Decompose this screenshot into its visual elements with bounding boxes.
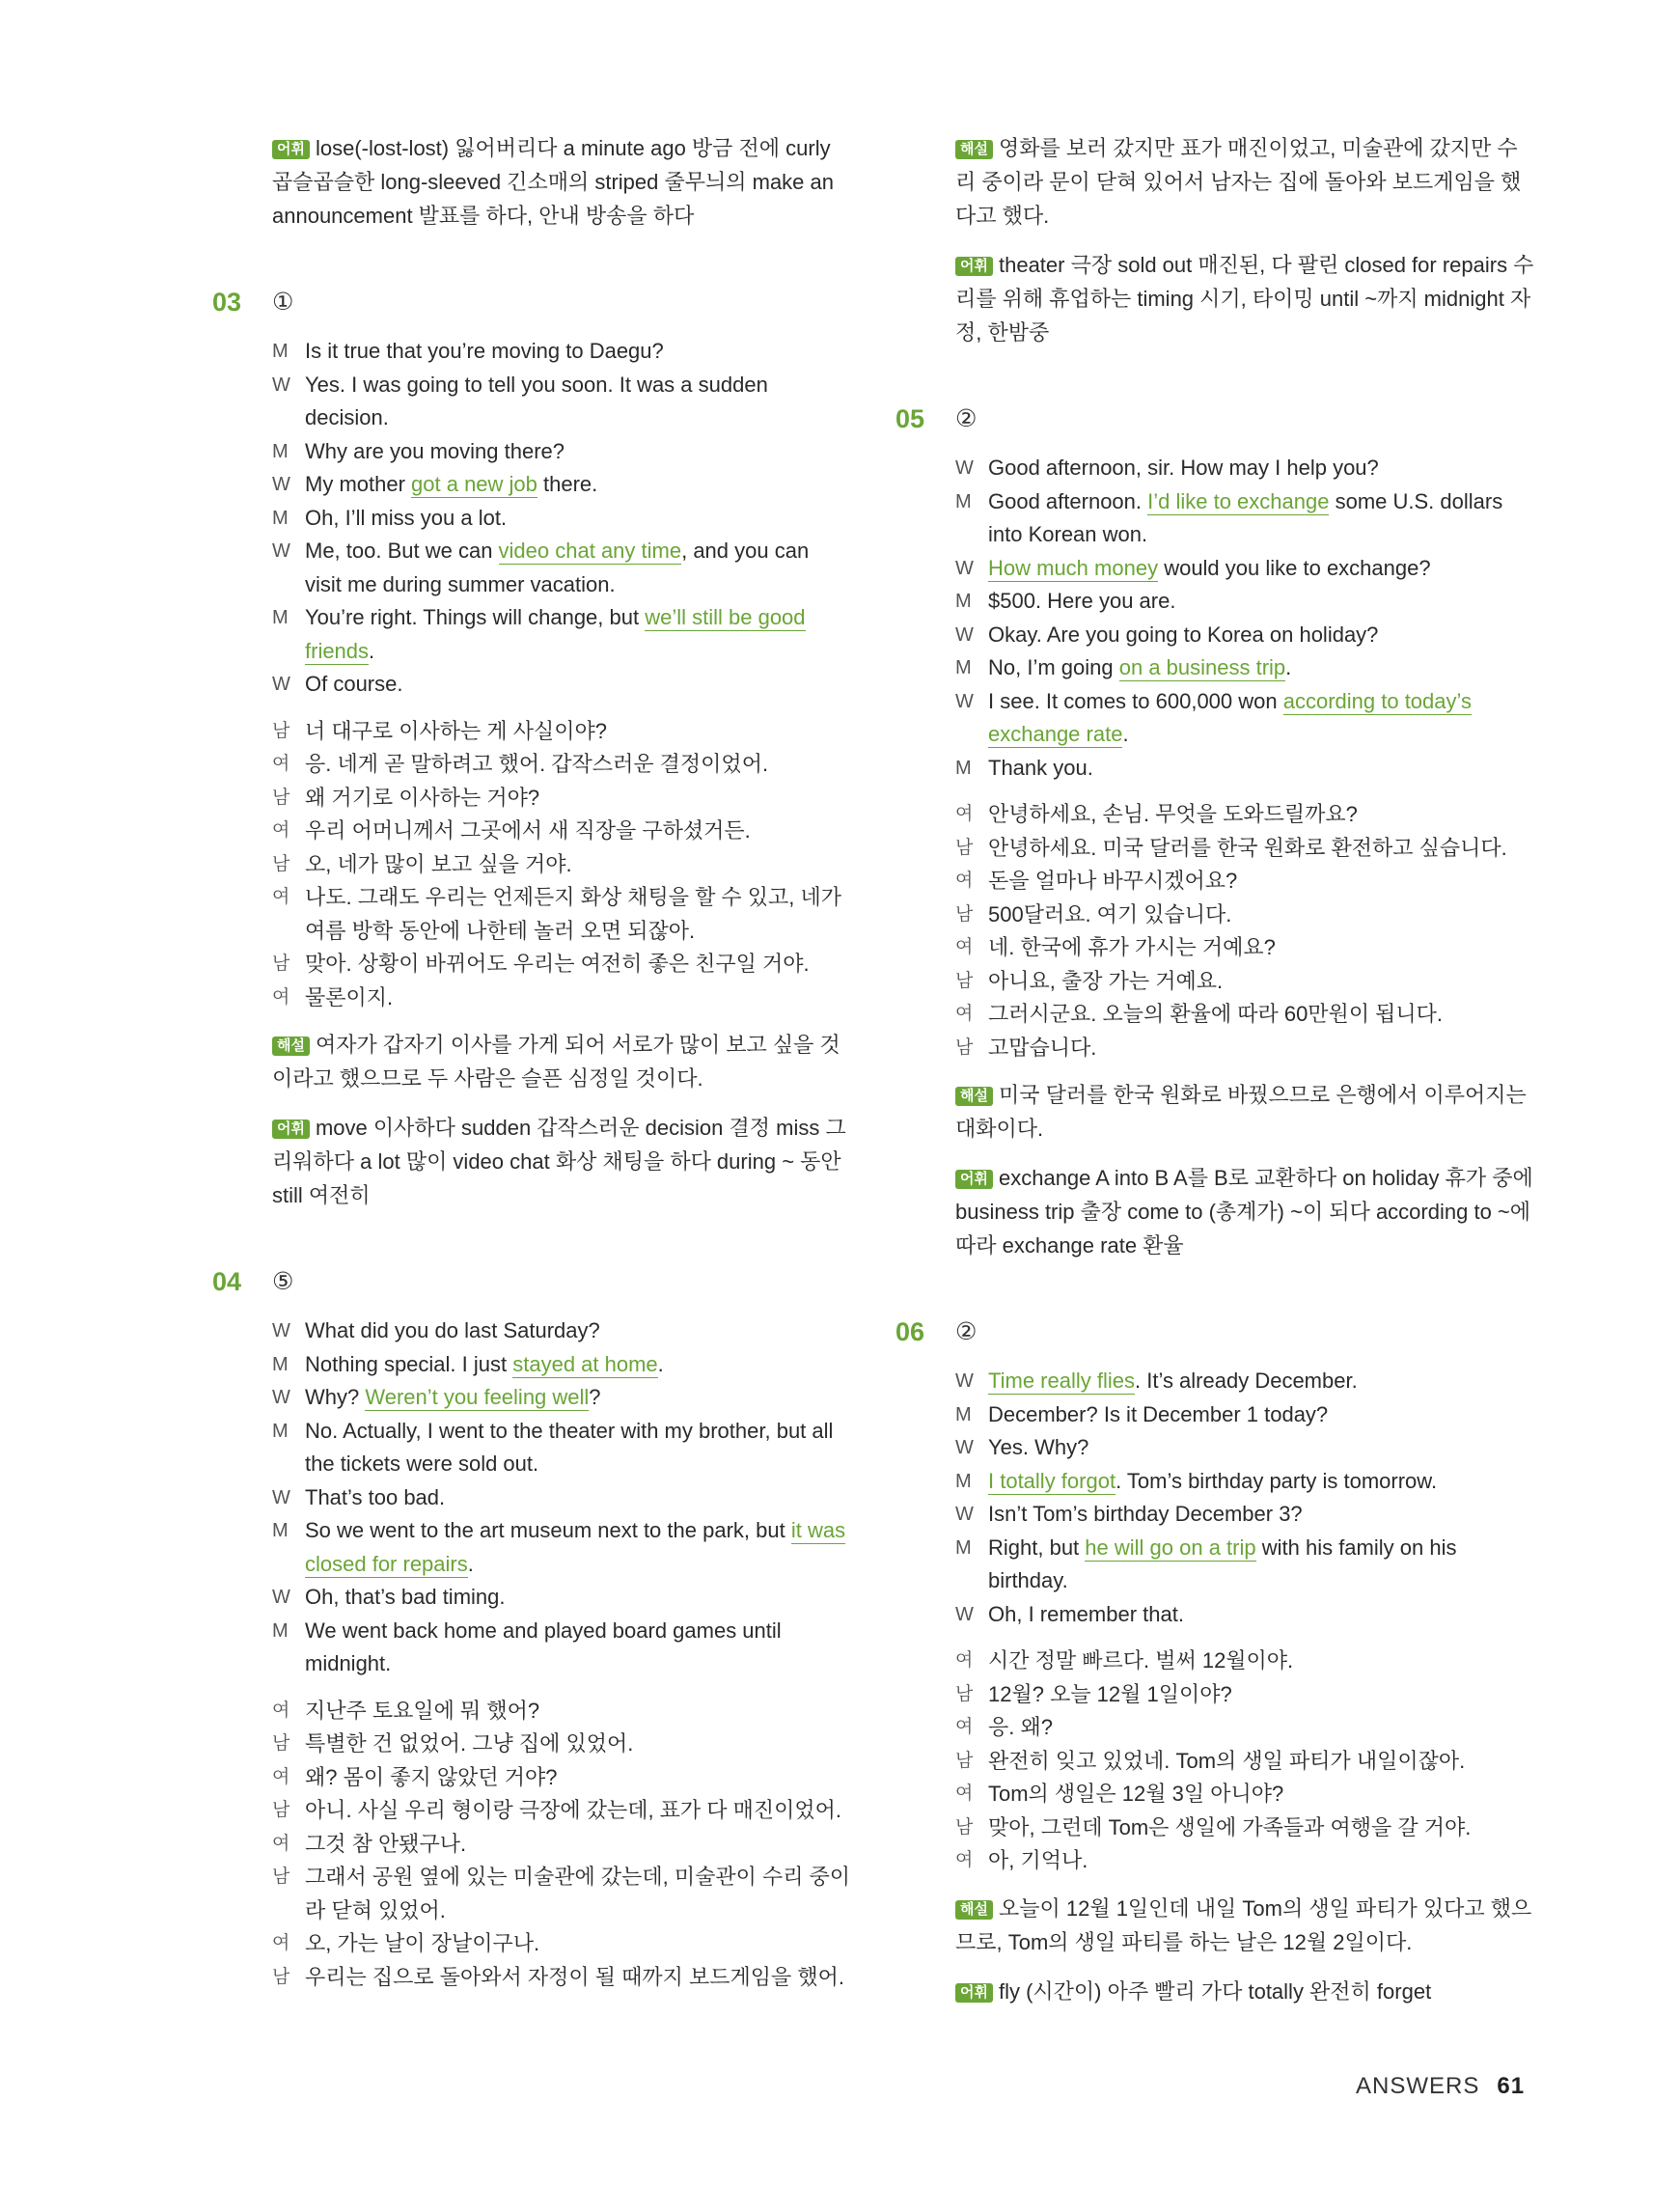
speaker-label: 남: [955, 837, 974, 858]
text-after: .: [467, 1551, 474, 1576]
line-text: [988, 552, 1534, 586]
line-text: [305, 601, 851, 668]
speaker-label: 남: [955, 1683, 974, 1704]
dialogue-line: [272, 1314, 851, 1348]
line-text: 네. 한국에 휴가 가시는 거예요?: [988, 935, 1276, 959]
text-after: ?: [589, 1385, 601, 1409]
text-before: My mother: [305, 472, 412, 496]
dialogue-line: [955, 1778, 1534, 1811]
line-text: 특별한 건 없었어. 그냥 집에 있었어.: [305, 1731, 634, 1756]
vocab-note: 어휘 move 이사하다 sudden 갑작스러운 decision 결정 miss 그리워하다 a lot 많이 video chat 화상 채팅을 하다 during ~ 동안 still 여전히: [272, 1116, 846, 1207]
dialogue-line: [272, 848, 851, 882]
line-text: 그것 참 안됐구나.: [305, 1831, 467, 1856]
speaker-label: M: [955, 1536, 972, 1559]
dialogue-ko: [955, 798, 1534, 1065]
line-text: 그러시군요. 오늘의 환율에 따라 60만원이 됩니다.: [988, 1002, 1444, 1026]
line-text: 500달러요. 여기 있습니다.: [988, 901, 1232, 926]
expl-badge: 해설: [272, 1037, 310, 1056]
line-text: We went back home and played board games until midnight.: [305, 1618, 782, 1675]
speaker-label: 남: [272, 1966, 290, 1987]
line-text: Why are you moving there?: [305, 438, 565, 463]
dialogue-line: [955, 1498, 1534, 1532]
dialogue-line: [272, 715, 851, 749]
dialogue-line: [272, 948, 851, 982]
dialogue-line: [272, 815, 851, 848]
speaker-label: 남: [272, 720, 290, 741]
line-text: 왜 거기로 이사하는 거야?: [305, 785, 540, 810]
dialogue-line: [955, 832, 1534, 866]
speaker-label: 여: [272, 1833, 290, 1854]
line-text: 나도. 그래도 우리는 언제든지 화상 채팅을 할 수 있고, 네가 여름 방학 동안에 나한테 놀러 오면 되잖아.: [305, 885, 842, 943]
explanation: 해설 영화를 보러 갔지만 표가 매진이었고, 미술관에 갔지만 수리 중이라 문이 닫혀 있어서 남자는 집에 돌아와 보드게임을 했다고 했다.: [955, 136, 1522, 228]
expl-badge: 해설: [955, 1087, 993, 1106]
dialogue-line: [955, 1431, 1534, 1465]
text-before: Good afternoon.: [988, 488, 1148, 513]
line-text: Oh, that’s bad timing.: [305, 1585, 506, 1609]
line-text: Oh, I remember that.: [988, 1601, 1184, 1626]
line-text: 맞아. 상황이 바뀌어도 우리는 여전히 좋은 친구일 거야.: [305, 952, 810, 976]
line-text: Thank you.: [988, 755, 1093, 780]
line-text: That’s too bad.: [305, 1484, 446, 1509]
expl-badge: 해설: [955, 140, 993, 159]
page-footer: [1356, 2073, 1525, 2100]
dialogue-line: [272, 435, 851, 469]
dialogue-line: [272, 468, 851, 502]
speaker-label: 여: [272, 1933, 290, 1953]
dialogue-line: [272, 1481, 851, 1515]
speaker-label: W: [272, 474, 290, 495]
blank-answer: he will go on a trip: [1085, 1535, 1256, 1560]
blank-answer: it was closed for repairs: [305, 1518, 846, 1576]
speaker-label: W: [955, 1370, 974, 1392]
line-text: 왜? 몸이 좋지 않았던 거야?: [305, 1764, 558, 1789]
line-text: Isn’t Tom’s birthday December 3?: [988, 1502, 1303, 1526]
blank-answer: How much money: [988, 555, 1159, 580]
line-text: [988, 485, 1534, 552]
explanation: 해설 여자가 갑자기 이사를 가게 되어 서로가 많이 보고 싶을 것이라고 했으므로 두 사람은 슬픈 심정일 것이다.: [272, 1033, 840, 1091]
dialogue-line: [272, 1794, 851, 1828]
speaker-label: W: [955, 557, 974, 579]
text-after: there.: [537, 472, 598, 496]
dialogue-line: [955, 965, 1534, 999]
dialogue-en: [272, 1314, 851, 1681]
line-text: 아니요, 출장 가는 거예요.: [988, 968, 1224, 993]
dialogue-line: [955, 865, 1534, 899]
line-text: 응. 왜?: [988, 1715, 1053, 1739]
text-after: . Tom’s birthday party is tomorrow.: [1115, 1468, 1438, 1493]
text-before: So we went to the art museum next to the park, but: [305, 1518, 791, 1542]
speaker-label: W: [272, 674, 290, 695]
dialogue-line: [272, 1761, 851, 1795]
blank-answer: got a new job: [411, 472, 537, 496]
dialogue-line: [955, 1598, 1534, 1632]
speaker-label: 여: [272, 986, 290, 1008]
text-before: Why?: [305, 1385, 366, 1409]
dialogue-line: [955, 752, 1534, 786]
dialogue-en: [272, 335, 851, 702]
dialogue-line: [955, 485, 1534, 552]
blank-answer: Weren’t you feeling well: [365, 1385, 590, 1409]
speaker-label: 여: [272, 887, 290, 907]
speaker-label: 여: [955, 1783, 974, 1804]
dialogue-ko: [272, 1695, 851, 1995]
section-06: [895, 1313, 1534, 2008]
dialogue-line: [272, 1728, 851, 1761]
speaker-label: 여: [955, 1850, 974, 1870]
line-text: Okay. Are you going to Korea on holiday?: [988, 622, 1379, 647]
speaker-label: M: [272, 1353, 289, 1375]
dialogue-line: [272, 982, 851, 1015]
speaker-label: 여: [955, 1717, 974, 1737]
dialogue-line: [955, 1465, 1534, 1499]
text-after: some U.S. dollars into Korean won.: [988, 488, 1503, 546]
dialogue-line: [955, 899, 1534, 932]
dialogue-line: [272, 881, 851, 948]
line-text: 시간 정말 빠르다. 벌써 12월이야.: [988, 1648, 1294, 1673]
line-text: 우리는 집으로 돌아와서 자정이 될 때까지 보드게임을 했어.: [305, 1964, 844, 1989]
text-after: .: [1122, 722, 1129, 746]
line-text: [988, 1465, 1534, 1499]
speaker-label: 남: [955, 1037, 974, 1058]
page-number: 61: [1497, 2073, 1526, 2099]
speaker-label: 여: [955, 937, 974, 957]
dialogue-ko: [272, 715, 851, 1015]
speaker-label: M: [955, 657, 972, 678]
line-text: Tom의 생일은 12월 3일 아니야?: [988, 1782, 1284, 1806]
dialogue-line: [955, 998, 1534, 1032]
dialogue-line: [955, 685, 1534, 752]
line-text: 그래서 공원 옆에 있는 미술관에 갔는데, 미술관이 수리 중이라 닫혀 있었어.: [305, 1865, 851, 1922]
dialogue-line: [272, 748, 851, 782]
speaker-label: 여: [955, 1004, 974, 1024]
dialogue-line: [272, 601, 851, 668]
vocab-note: 어휘 theater 극장 sold out 매진된, 다 팔린 closed for repairs 수리를 위해 휴업하는 timing 시기, 타이밍 until ~까지 midnight 자정, 한밤중: [955, 253, 1534, 345]
dialogue-line: [955, 798, 1534, 832]
line-text: Good afternoon, sir. How may I help you?: [988, 456, 1379, 480]
dialogue-line: [955, 1645, 1534, 1678]
speaker-label: M: [955, 490, 972, 512]
speaker-label: M: [272, 440, 289, 462]
dialogue-line: [272, 1695, 851, 1728]
section-04: [212, 1262, 851, 1994]
right-column: [895, 131, 1534, 2024]
section-05: [895, 400, 1534, 1262]
speaker-label: 남: [955, 970, 974, 991]
speaker-label: M: [272, 1520, 289, 1541]
vocab-note: 어휘 exchange A into B A를 B로 교환하다 on holiday 휴가 중에 business trip 출장 come to (총계가) ~이 되다 according to ~에 따라 exchange rate 환율: [955, 1166, 1533, 1258]
explanation: 해설 오늘이 12월 1일인데 내일 Tom의 생일 파티가 있다고 했으므로, Tom의 생일 파티를 하는 날은 12월 2일이다.: [955, 1895, 1532, 1954]
line-text: 지난주 토요일에 뭐 했어?: [305, 1698, 540, 1723]
speaker-label: W: [272, 373, 290, 396]
line-text: 12월? 오늘 12월 1일이야?: [988, 1681, 1232, 1706]
dialogue-line: [955, 1398, 1534, 1432]
explanation: 해설 미국 달러를 한국 원화로 바꿨으므로 은행에서 이루어지는 대화이다.: [955, 1083, 1527, 1141]
dialogue-line: [955, 552, 1534, 586]
line-text: 돈을 얼마나 바꾸시겠어요?: [988, 869, 1238, 893]
blank-answer: I totally forgot: [988, 1468, 1116, 1493]
line-text: [305, 1381, 851, 1415]
vocab-badge: 어휘: [955, 257, 993, 276]
line-text: No. Actually, I went to the theater with my brother, but all the tickets were sold out.: [305, 1418, 834, 1476]
dialogue-line: [955, 1745, 1534, 1779]
line-text: 완전히 잊고 있었네. Tom의 생일 파티가 내일이잖아.: [988, 1748, 1466, 1773]
dialogue-line: [272, 1514, 851, 1581]
blank-answer: according to today’s exchange rate: [988, 688, 1473, 746]
dialogue-line: [272, 1861, 851, 1927]
speaker-label: M: [272, 1619, 289, 1642]
speaker-label: W: [955, 1437, 974, 1458]
text-before: I see. It comes to 600,000 won: [988, 688, 1283, 713]
dialogue-line: [955, 585, 1534, 619]
speaker-label: W: [955, 690, 974, 712]
dialogue-line: [955, 452, 1534, 485]
speaker-label: W: [272, 1387, 290, 1408]
dialogue-line: [955, 651, 1534, 685]
speaker-label: 여: [272, 754, 290, 774]
speaker-label: M: [955, 591, 972, 612]
text-after: , and you can visit me during summer vacation.: [305, 539, 810, 596]
line-text: 고맙습니다.: [988, 1035, 1097, 1060]
speaker-label: M: [955, 757, 972, 779]
line-text: 맞아, 그런데 Tom은 생일에 가족들과 여행을 갈 거야.: [988, 1814, 1472, 1839]
line-text: Of course.: [305, 672, 403, 696]
speaker-label: 여: [955, 871, 974, 891]
blank-answer: video chat any time: [498, 539, 682, 563]
line-text: 우리 어머니께서 그곳에서 새 직장을 구하셨거든.: [305, 818, 751, 843]
line-text: 오, 가는 날이 장날이구나.: [305, 1931, 540, 1955]
line-text: $500. Here you are.: [988, 589, 1176, 613]
speaker-label: W: [955, 1504, 974, 1525]
line-text: Yes. I was going to tell you soon. It was a sudden decision.: [305, 372, 768, 429]
speaker-label: W: [955, 457, 974, 479]
text-before: Right, but: [988, 1535, 1086, 1560]
speaker-label: M: [955, 1403, 972, 1425]
speaker-label: 남: [272, 1800, 290, 1820]
line-text: 안녕하세요, 손님. 무엇을 도와드릴까요?: [988, 802, 1358, 826]
speaker-label: W: [272, 1587, 290, 1608]
dialogue-line: [272, 1927, 851, 1961]
dialogue-line: [272, 1381, 851, 1415]
left-column: [212, 131, 851, 2007]
vocab-note: 어휘 lose(-lost-lost) 잃어버리다 a minute ago 방금 전에 curly 곱슬곱슬한 long-sleeved 긴소매의 striped 줄무늬의 make an announcement 발표를 하다, 안내 방송을 하다: [272, 136, 834, 228]
speaker-label: M: [272, 507, 289, 529]
text-before: Nothing special. I just: [305, 1351, 513, 1376]
dialogue-line: [955, 619, 1534, 652]
blank-answer: we’ll still be good friends: [305, 605, 806, 663]
speaker-label: 남: [955, 903, 974, 925]
section-heading: 05 ②: [895, 404, 978, 433]
dialogue-line: [955, 1532, 1534, 1598]
blank-answer: stayed at home: [512, 1351, 658, 1376]
vocab-badge: 어휘: [955, 1170, 993, 1189]
speaker-label: 남: [272, 853, 290, 874]
line-text: Is it true that you’re moving to Daegu?: [305, 339, 664, 363]
speaker-label: 여: [272, 1766, 290, 1787]
dialogue-line: [272, 1828, 851, 1862]
dialogue-en: [955, 452, 1534, 785]
blank-answer: I’d like to exchange: [1147, 488, 1330, 513]
vocab-note: 어휘 fly (시간이) 아주 빨리 가다 totally 완전히 forget: [955, 1975, 1534, 2008]
speaker-label: M: [272, 1420, 289, 1442]
line-text: 오, 네가 많이 보고 싶을 거야.: [305, 851, 572, 876]
speaker-label: 남: [955, 1750, 974, 1771]
dialogue-line: [955, 1811, 1534, 1845]
line-text: Yes. Why?: [988, 1435, 1089, 1459]
line-text: 아니. 사실 우리 형이랑 극장에 갔는데, 표가 다 매진이었어.: [305, 1798, 842, 1822]
speaker-label: 남: [955, 1816, 974, 1838]
footer-label: ANSWERS: [1356, 2073, 1480, 2099]
text-after: . It’s already December.: [1135, 1369, 1358, 1393]
dialogue-line: [272, 369, 851, 435]
text-before: You’re right. Things will change, but: [305, 605, 646, 629]
speaker-label: M: [955, 1470, 972, 1492]
line-text: [988, 685, 1534, 752]
dialogue-line: [272, 1615, 851, 1681]
line-text: 물론이지.: [305, 984, 394, 1009]
line-text: What did you do last Saturday?: [305, 1318, 600, 1342]
speaker-label: W: [955, 623, 974, 646]
line-text: [988, 1532, 1534, 1598]
line-text: 안녕하세요. 미국 달러를 한국 원화로 환전하고 싶습니다.: [988, 835, 1507, 860]
section-03: [212, 283, 851, 1212]
speaker-label: 여: [955, 1650, 974, 1671]
line-text: Oh, I’ll miss you a lot.: [305, 505, 508, 530]
speaker-label: 남: [272, 787, 290, 808]
text-before: Me, too. But we can: [305, 539, 499, 563]
section-heading: 04 ⑤: [212, 1267, 294, 1296]
speaker-label: 남: [272, 954, 290, 974]
vocab-badge: 어휘: [955, 1983, 993, 2003]
text-after: .: [657, 1351, 664, 1376]
dialogue-line: [955, 931, 1534, 965]
speaker-label: 여: [272, 1700, 290, 1721]
speaker-label: W: [955, 1603, 974, 1625]
line-text: [305, 1348, 851, 1382]
dialogue-line: [955, 1678, 1534, 1712]
line-text: 너 대구로 이사하는 게 사실이야?: [305, 718, 607, 743]
dialogue-line: [955, 1844, 1534, 1878]
text-after: would you like to exchange?: [1158, 555, 1431, 580]
speaker-label: M: [272, 607, 289, 628]
dialogue-ko: [955, 1645, 1534, 1878]
dialogue-line: [272, 1415, 851, 1481]
line-text: December? Is it December 1 today?: [988, 1401, 1329, 1426]
line-text: [305, 1514, 851, 1581]
text-after: .: [369, 638, 375, 663]
speaker-label: W: [272, 1320, 290, 1341]
speaker-label: 여: [955, 804, 974, 824]
text-after: .: [1285, 655, 1292, 679]
line-text: 응. 네게 곧 말하려고 했어. 갑작스러운 결정이었어.: [305, 752, 769, 776]
speaker-label: 남: [272, 1866, 290, 1887]
section-heading: 03 ①: [212, 288, 294, 317]
dialogue-line: [272, 535, 851, 601]
vocab-badge: 어휘: [272, 1120, 310, 1139]
dialogue-en: [955, 1365, 1534, 1631]
dialogue-line: [955, 1365, 1534, 1398]
dialogue-line: [272, 1581, 851, 1615]
speaker-label: 여: [272, 820, 290, 841]
line-text: [305, 535, 851, 601]
blank-answer: on a business trip: [1118, 655, 1286, 679]
text-before: No, I’m going: [988, 655, 1119, 679]
vocab-badge: 어휘: [272, 140, 310, 159]
dialogue-line: [272, 502, 851, 536]
dialogue-line: [955, 1032, 1534, 1065]
line-text: 아, 기억나.: [988, 1848, 1088, 1872]
speaker-label: W: [272, 1486, 290, 1508]
speaker-label: M: [272, 341, 289, 362]
speaker-label: W: [272, 540, 290, 562]
section-heading: 06 ②: [895, 1317, 978, 1346]
dialogue-line: [272, 335, 851, 369]
dialogue-line: [272, 1348, 851, 1382]
line-text: [988, 1365, 1534, 1398]
dialogue-line: [272, 782, 851, 816]
expl-badge: 해설: [955, 1900, 993, 1920]
dialogue-line: [955, 1711, 1534, 1745]
blank-answer: Time really flies: [988, 1369, 1135, 1393]
dialogue-line: [272, 668, 851, 702]
dialogue-line: [272, 1961, 851, 1995]
line-text: [988, 651, 1534, 685]
text-after: with his family on his birthday.: [988, 1535, 1457, 1592]
speaker-label: 남: [272, 1733, 290, 1754]
line-text: [305, 468, 851, 502]
